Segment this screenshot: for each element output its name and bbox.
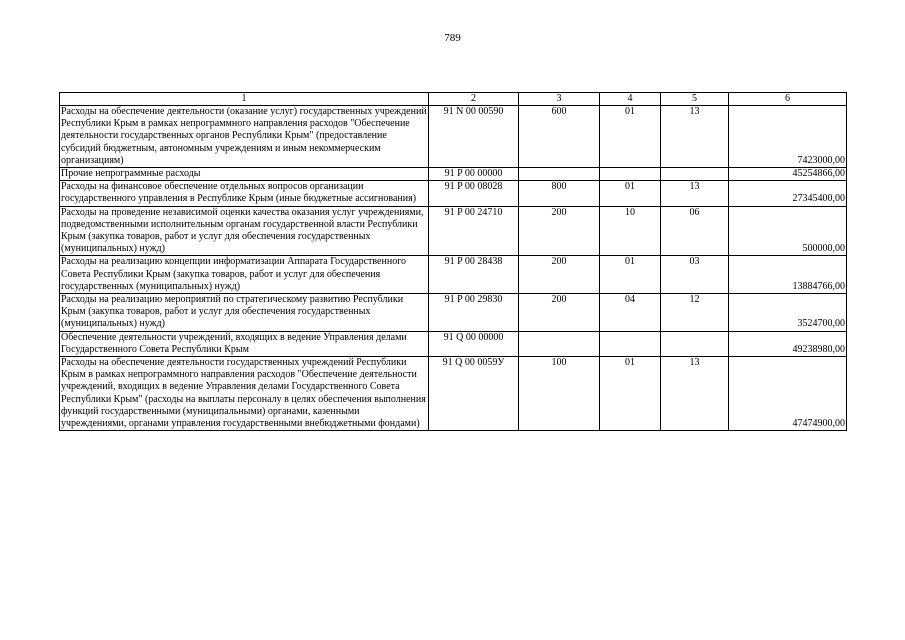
expense-name-cell: Расходы на реализацию мероприятий по стратегическому развитию Республики Крым (закупка товаров, работ и услуг для обеспечения государственных (муниципальных) нужд)	[60, 294, 429, 332]
expense-name-cell: Расходы на обеспечение деятельности (оказание услуг) государственных учреждений Республики Крым в рамках непрограммного направления расходов "Обеспечение деятельности государственных органов Республики Крым" (предоставление субсидий бюджетным, автономным учреждениям и иным некоммерческим организациям)	[61, 106, 427, 166]
table-row	[60, 331, 847, 356]
subsection-cell: 03	[661, 256, 729, 294]
table-row	[60, 168, 847, 181]
header-cell-2: 2	[429, 93, 519, 106]
section-cell	[600, 168, 661, 181]
expense-type-cell: 100	[519, 357, 600, 431]
expense-type-cell	[519, 331, 600, 356]
header-cell-4: 4	[600, 93, 661, 106]
target-code-cell: 91 Q 00 00000	[429, 331, 519, 356]
target-code-cell: 91 P 00 24710	[429, 206, 519, 256]
subsection-cell: 13	[661, 181, 729, 206]
expense-type-cell: 200	[519, 206, 600, 256]
expense-name-cell: Расходы на обеспечение деятельности государственных учреждений Республики Крым в рамках непрограммного направления расходов "Обеспечение деятельности учреждений, входящих в ведение Управления делами Государственного Совета Республики Крым" (расходы на выплаты персоналу в целях обеспечения выполнения функций государственными (муниципальными) органами, казенными учреждениями, органами управления государственными внебюджетными фондами)	[60, 357, 429, 431]
section-cell: 01	[600, 106, 661, 168]
target-code-cell: 91 P 00 28438	[429, 256, 519, 294]
subsection-cell	[661, 168, 729, 181]
table-header-row	[60, 93, 847, 106]
table-row	[60, 106, 847, 168]
expense-type-cell: 200	[519, 256, 600, 294]
amount-cell: 45254866,00	[729, 168, 847, 181]
subsection-cell	[661, 331, 729, 356]
header-cell-5: 5	[661, 93, 729, 106]
subsection-cell: 12	[661, 294, 729, 332]
section-cell: 04	[600, 294, 661, 332]
table-row	[60, 357, 847, 431]
header-cell-6: 6	[729, 93, 847, 106]
section-cell: 10	[600, 206, 661, 256]
table-row	[60, 256, 847, 294]
amount-cell: 27345400,00	[729, 181, 847, 206]
amount-cell: 7423000,00	[729, 106, 847, 168]
section-cell: 01	[600, 181, 661, 206]
budget-table-body	[60, 93, 847, 431]
target-code-cell: 91 P 00 00000	[429, 168, 519, 181]
budget-table	[59, 92, 847, 431]
expense-type-cell: 200	[519, 294, 600, 332]
table-row	[60, 181, 847, 206]
expense-type-cell: 600	[519, 106, 600, 168]
expense-type-cell	[519, 168, 600, 181]
expense-type-cell: 800	[519, 181, 600, 206]
header-cell-3: 3	[519, 93, 600, 106]
target-code-cell: 91 Q 00 0059У	[429, 357, 519, 431]
amount-cell: 500000,00	[729, 206, 847, 256]
subsection-cell: 13	[661, 357, 729, 431]
expense-name-cell: Обеспечение деятельности учреждений, входящих в ведение Управления делами Государственного Совета Республики Крым	[60, 331, 429, 356]
target-code-cell: 91 P 00 08028	[429, 181, 519, 206]
section-cell: 01	[600, 357, 661, 431]
header-cell-1: 1	[60, 93, 429, 106]
target-code-cell: 91 P 00 29830	[429, 294, 519, 332]
section-cell: 01	[600, 256, 661, 294]
expense-name-cell: Прочие непрограммные расходы	[60, 168, 429, 181]
target-code-cell: 91 N 00 00590	[429, 106, 519, 168]
table-row	[60, 206, 847, 256]
subsection-cell: 13	[661, 106, 729, 168]
amount-cell: 13884766,00	[729, 256, 847, 294]
expense-name-cell: Расходы на финансовое обеспечение отдельных вопросов организации государственного управления в Республике Крым (иные бюджетные ассигнования)	[60, 181, 429, 206]
section-cell	[600, 331, 661, 356]
subsection-cell: 06	[661, 206, 729, 256]
table-row	[60, 294, 847, 332]
expense-name-cell: Расходы на проведение независимой оценки качества оказания услуг учреждениями, подведомственными исполнительным органам государственной власти Республики Крым (закупка товаров, работ и услуг для обеспечения государственных (муниципальных) нужд)	[60, 206, 429, 256]
amount-cell: 49238980,00	[729, 331, 847, 356]
amount-cell: 3524700,00	[729, 294, 847, 332]
amount-cell: 47474900,00	[729, 357, 847, 431]
page-number: 789	[444, 32, 461, 44]
expense-name-cell: Расходы на реализацию концепции информатизации Аппарата Государственного Совета Республики Крым (закупка товаров, работ и услуг для обеспечения государственных (муниципальных) нужд)	[60, 256, 429, 294]
